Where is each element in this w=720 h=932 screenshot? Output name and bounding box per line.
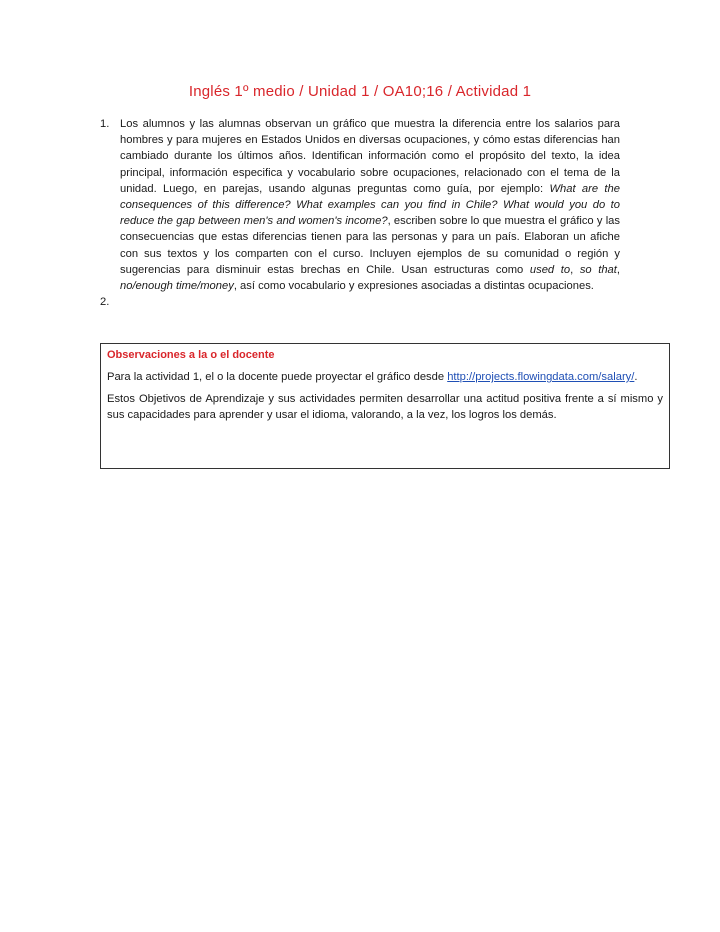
- separator: ,: [616, 263, 620, 276]
- list-item-number: 2.: [100, 296, 110, 309]
- guiding-questions: What are the consequences of this difference? What examples can you find in Chile? What would you do to reduce the gap between men's and women's income?: [120, 182, 620, 228]
- observations-paragraph-2: Estos Objetivos de Aprendizaje y sus actividades permiten desarrollar una actitud positiva frente a sí mismo y sus capacidades para aprender y usar el idioma, valorando, a la vez, los logros los demás.: [107, 393, 663, 422]
- observations-box: [100, 343, 670, 469]
- list-item: [100, 116, 620, 294]
- observations-text-end: .: [634, 371, 638, 383]
- observations-title: Observaciones a la o el docente: [107, 349, 275, 361]
- structure-enough: no/enough time/money: [120, 280, 234, 293]
- salary-link[interactable]: http://projects.flowingdata.com/salary/: [447, 371, 635, 383]
- page-title: Inglés 1º medio / Unidad 1 / OA10;16 / Actividad 1: [188, 83, 532, 100]
- activity-1-end: , así como vocabulario y expresiones asociadas a distintas ocupaciones.: [233, 280, 594, 293]
- separator: ,: [570, 263, 580, 276]
- observations-text: Para la actividad 1, el o la docente puede proyectar el gráfico desde: [107, 371, 448, 383]
- activity-1-middle: , escriben sobre lo que muestra el gráfico y las consecuencias que estas diferencias tienen para las personas y para un país. Elaboran un afiche con sus textos y los comparten con el curso. Incluyen ejemplos de su comunidad o región y sugerencias para disminuir estas brechas en Chile. Usan estructuras como: [120, 215, 620, 276]
- list-item: [100, 294, 620, 310]
- activity-1-intro: Los alumnos y las alumnas observan un gráfico que muestra la diferencia entre los salarios para hombres y para mujeres en Estados Unidos en diversas ocupaciones, y cómo estas diferencias han cambiado durante los últimos años. Identifican información como el propósito del texto, la idea principal, información especifica y vocabulario sobre ocupaciones, relacionado con el tema de la unidad. Luego, en parejas, usando algunas preguntas como guía, por ejemplo:: [120, 118, 620, 195]
- activity-1-text: [120, 116, 620, 294]
- structure-so-that: so that: [579, 263, 617, 276]
- list-item-number: 1.: [100, 118, 110, 130]
- structure-used-to: used to: [529, 263, 571, 276]
- observations-paragraph-1: [107, 369, 663, 385]
- activity-list: [100, 116, 620, 310]
